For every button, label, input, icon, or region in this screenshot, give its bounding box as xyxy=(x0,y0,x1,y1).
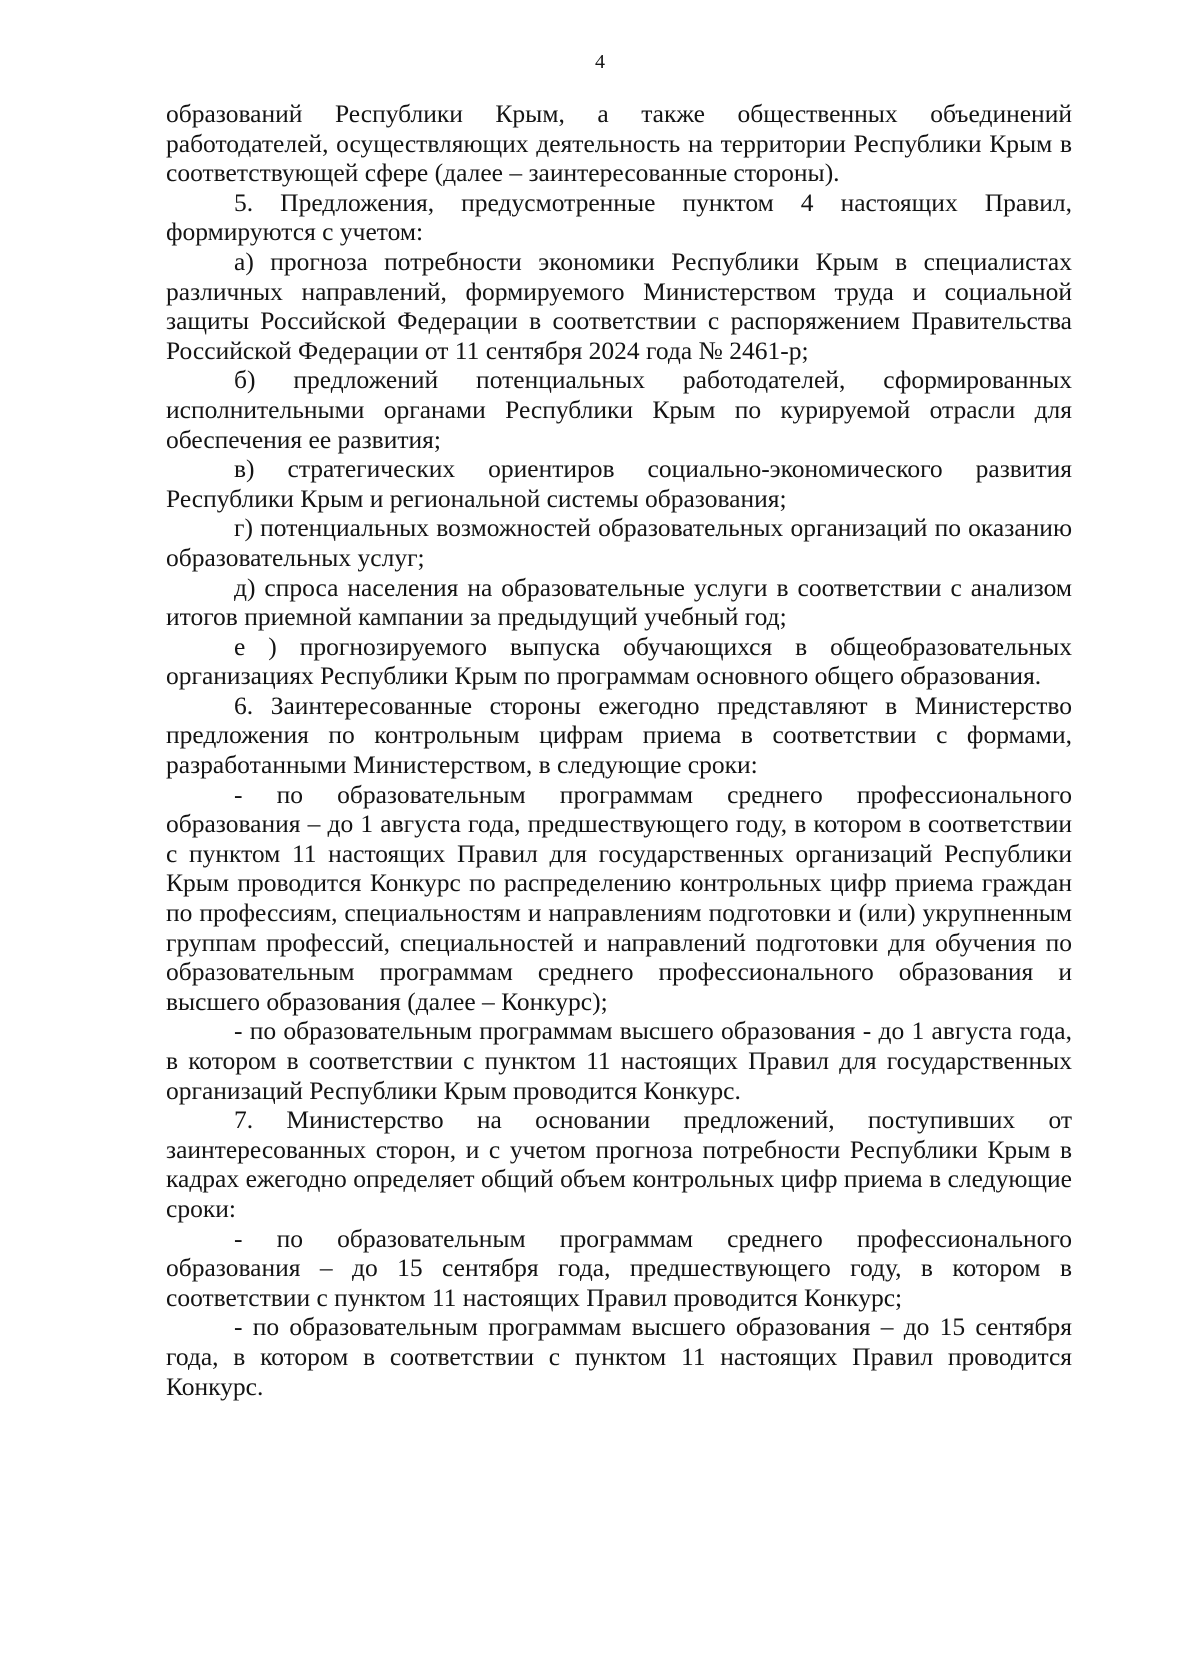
paragraph-subitem-b: б) предложений потенциальных работодателей, сформированных исполнительными органами Республики Крым по курируемой отрасли для обеспечения ее развития; xyxy=(166,365,1072,454)
document-body xyxy=(166,99,1072,1401)
page-number: 4 xyxy=(595,51,605,73)
paragraph-subitem-d: д) спроса населения на образовательные услуги в соответствии с анализом итогов приемной кампании за предыдущий учебный год; xyxy=(166,572,1072,632)
paragraph-item-7: 7. Министерство на основании предложений, поступивших от заинтересованных сторон, и с учетом прогноза потребности Республики Крым в кадрах ежегодно определяет общий объем контрольных цифр приема в следующие сроки: xyxy=(166,1105,1072,1223)
paragraph-subitem-a: а) прогноза потребности экономики Республики Крым в специалистах различных направлений, формируемого Министерством труда и социальной защиты Российской Федерации в соответствии с распоряжением Правительства Российской Федерации от 11 сентября 2024 года № 2461-р; xyxy=(166,246,1072,365)
paragraph-item-7-vo: - по образовательным программам высшего образования – до 15 сентября года, в котором в соответствии с пунктом 11 настоящих Правил проводится Конкурс. xyxy=(166,1312,1072,1401)
paragraph-item-6-vo: - по образовательным программам высшего образования - до 1 августа года, в котором в соответствии с пунктом 11 настоящих Правил для государственных организаций Республики Крым проводится Конкурс. xyxy=(166,1016,1072,1105)
paragraph-item-5: 5. Предложения, предусмотренные пунктом 4 настоящих Правил, формируются с учетом: xyxy=(166,187,1072,247)
paragraph-continuation: образований Республики Крым, а также общественных объединений работодателей, осуществляющих деятельность на территории Республики Крым в соответствующей сфере (далее – заинтересованные стороны). xyxy=(166,99,1072,188)
paragraph-item-6: 6. Заинтересованные стороны ежегодно представляют в Министерство предложения по контрольным цифрам приема в соответствии с формами, разработанными Министерством, в следующие сроки: xyxy=(166,690,1072,780)
paragraph-subitem-g: г) потенциальных возможностей образовательных организаций по оказанию образовательных услуг; xyxy=(166,513,1072,572)
paragraph-subitem-e: е ) прогнозируемого выпуска обучающихся в общеобразовательных организациях Республики Крым по программам основного общего образования. xyxy=(166,631,1072,691)
paragraph-subitem-v: в) стратегических ориентиров социально-экономического развития Республики Крым и региональной системы образования; xyxy=(166,454,1072,513)
paragraph-item-7-spo: - по образовательным программам среднего профессионального образования – до 15 сентября года, предшествующего году, в котором в соответствии с пунктом 11 настоящих Правил проводится Конкурс; xyxy=(166,1223,1072,1312)
paragraph-item-6-spo: - по образовательным программам среднего профессионального образования – до 1 августа года, предшествующего году, в котором в соответствии с пунктом 11 настоящих Правил для государственных организаций Республики Крым проводится Конкурс по распределению контрольных цифр приема граждан по профессиям, специальностям и направлениям подготовки и (или) укрупненным группам профессий, специальностей и направлений подготовки для обучения по образовательным программам среднего профессионального образования и высшего образования (далее – Конкурс); xyxy=(166,779,1072,1016)
